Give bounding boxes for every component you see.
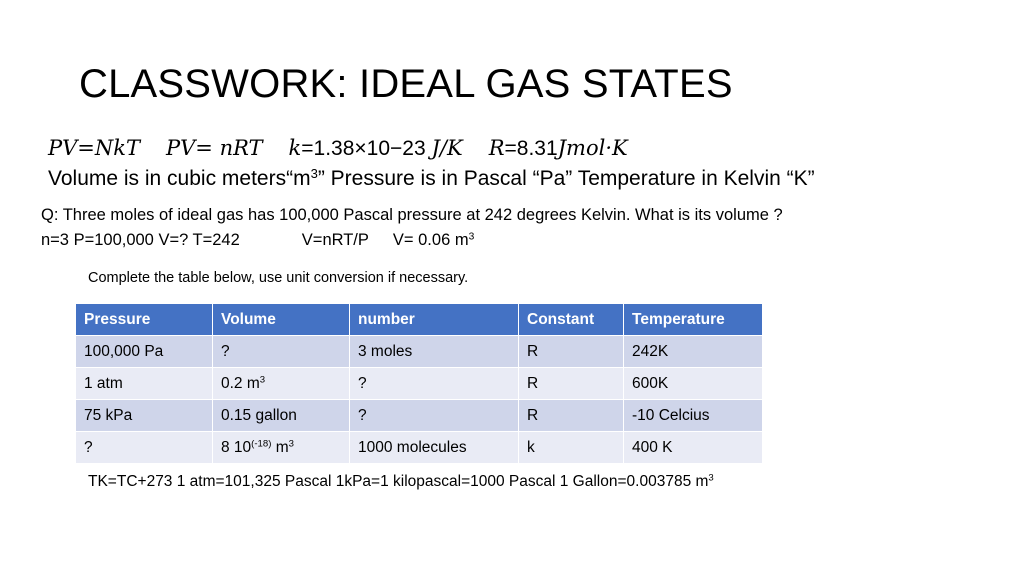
cell-pressure: ? <box>76 432 213 464</box>
table-row <box>76 432 763 464</box>
cell-volume <box>213 368 350 400</box>
table-row <box>76 336 763 368</box>
gas-constant-unit: Jmol·K <box>557 136 628 160</box>
cell-temperature: 600K <box>624 368 763 400</box>
formula-pv-nkt: PV=NkT <box>48 136 140 160</box>
cell-volume-value: 0.2 m <box>221 374 260 392</box>
cell-number: 1000 molecules <box>350 432 519 464</box>
cell-pressure: 100,000 Pa <box>76 336 213 368</box>
cell-number: ? <box>350 400 519 432</box>
header-constant: Constant <box>519 304 624 336</box>
cell-volume: 0.15 gallon <box>213 400 350 432</box>
table-row <box>76 368 763 400</box>
formula-line <box>48 134 628 163</box>
units-text-part1: Volume is in cubic meters“m <box>48 167 311 190</box>
header-volume: Volume <box>213 304 350 336</box>
answer-givens: n=3 P=100,000 V=? T=242 <box>41 231 240 249</box>
gas-constant-symbol: R <box>488 136 505 160</box>
cell-constant: k <box>519 432 624 464</box>
units-text-part2: ” Pressure is in Pascal “Pa” Temperature in Kelvin “K” <box>317 167 815 190</box>
header-pressure: Pressure <box>76 304 213 336</box>
answer-line <box>41 229 474 251</box>
cell-constant: R <box>519 336 624 368</box>
table-header-row <box>76 304 763 336</box>
conversion-superscript: 3 <box>708 472 714 484</box>
cell-volume-unit: m <box>271 438 289 456</box>
cell-temperature: -10 Celcius <box>624 400 763 432</box>
header-temperature: Temperature <box>624 304 763 336</box>
cell-constant: R <box>519 400 624 432</box>
cell-volume-exponent: (-18) <box>251 438 272 450</box>
gas-states-table <box>75 303 763 464</box>
header-number: number <box>350 304 519 336</box>
cell-number: ? <box>350 368 519 400</box>
cell-volume-superscript: 3 <box>259 374 266 386</box>
question-text: Q: Three moles of ideal gas has 100,000 Pascal pressure at 242 degrees Kelvin. What is its volume ? <box>41 206 783 224</box>
units-superscript: 3 <box>310 165 318 181</box>
cell-temperature: 242K <box>624 336 763 368</box>
formula-pv-nrt: PV= nRT <box>166 136 263 160</box>
slide-title: CLASSWORK: IDEAL GAS STATES <box>79 62 733 106</box>
cell-constant: R <box>519 368 624 400</box>
cell-volume <box>213 432 350 464</box>
gas-constant-value: =8.31 <box>504 137 558 160</box>
cell-volume: ? <box>213 336 350 368</box>
cell-number: 3 moles <box>350 336 519 368</box>
answer-result-superscript: 3 <box>468 231 475 243</box>
cell-volume-unit-superscript: 3 <box>288 438 294 450</box>
cell-volume-value: 8 10 <box>221 438 252 456</box>
cell-pressure: 75 kPa <box>76 400 213 432</box>
cell-temperature: 400 K <box>624 432 763 464</box>
table-instruction: Complete the table below, use unit conversion if necessary. <box>88 270 469 286</box>
boltzmann-symbol: k <box>288 136 302 160</box>
boltzmann-unit: J/K <box>431 136 463 160</box>
answer-result: V= 0.06 m <box>392 231 469 249</box>
units-line <box>48 165 815 193</box>
boltzmann-value: =1.38×10−23 <box>301 137 432 160</box>
cell-pressure: 1 atm <box>76 368 213 400</box>
conversion-notes <box>88 471 714 493</box>
conversion-text: TK=TC+273 1 atm=101,325 Pascal 1kPa=1 kilopascal=1000 Pascal 1 Gallon=0.003785 m <box>88 473 709 490</box>
table-row <box>76 400 763 432</box>
answer-equation: V=nRT/P <box>301 231 369 249</box>
